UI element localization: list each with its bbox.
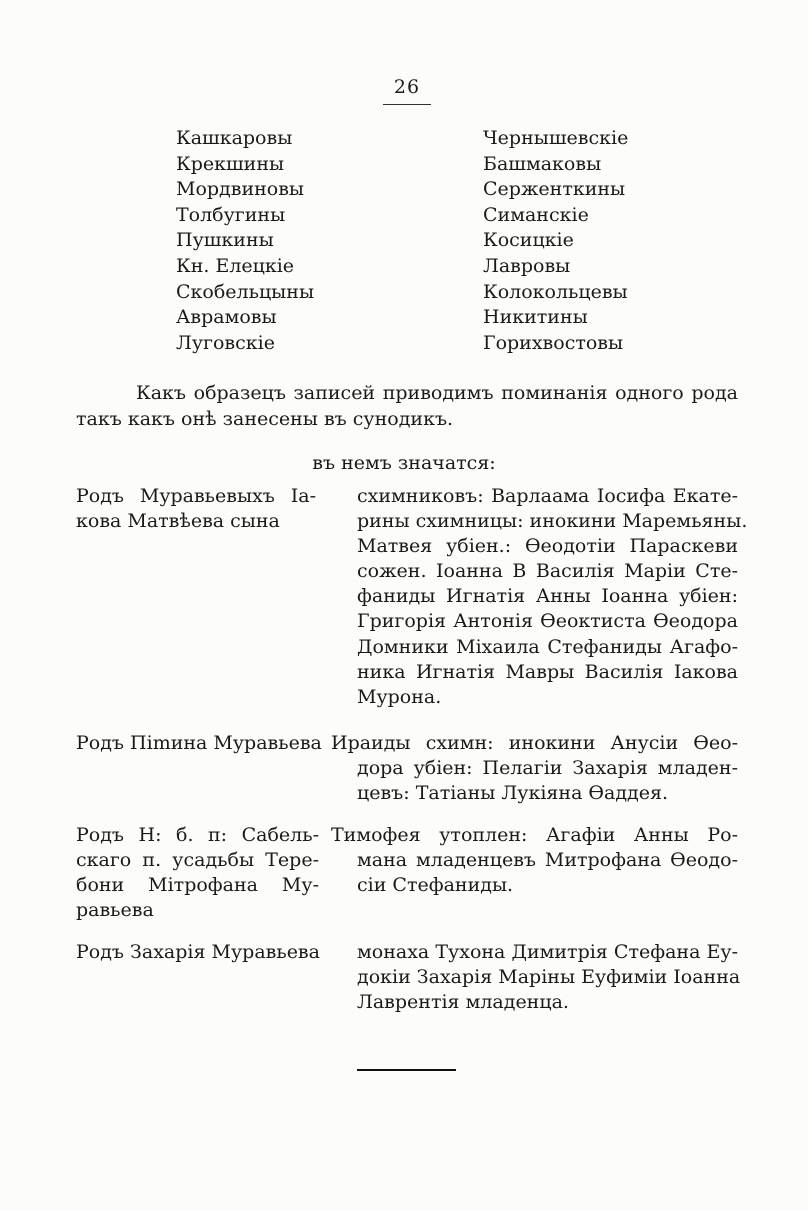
surname-item: Крекшины (176, 152, 285, 175)
page-number: 26 (393, 76, 421, 98)
surname-item: Колокольцевы (483, 280, 628, 303)
entry-names-line: схимниковъ: Варлаама Іосифа Екате- (357, 485, 738, 507)
entry-names-line: Мурона. (357, 685, 442, 708)
surname-item: Лавровы (483, 254, 571, 277)
entry-4-names (357, 940, 741, 1015)
surname-item: Горихвостовы (483, 331, 624, 354)
entry-2-names (357, 756, 738, 806)
entry-names-line: ника Игнатія Мавры Василія Іакова (357, 660, 738, 683)
surname-item: Мордвиновы (176, 178, 305, 201)
entry-family-line: скаго п. усадьбы Тере- (76, 849, 319, 872)
surname-item: Скобельцыны (176, 280, 315, 303)
surname-list-right (483, 126, 628, 356)
entry-family-line: Родъ Захарія Муравьева (76, 941, 320, 963)
page-number-underline (383, 104, 431, 105)
entry-2-family-name (76, 731, 326, 756)
entry-names-line: рины схимницы: инокини Маремьяны. (357, 510, 748, 533)
entry-names-line: сожен. Іоанна В Василія Маріи Сте- (357, 560, 738, 583)
entry-family-line: Родъ Н: б. п: Сабель- (76, 824, 319, 846)
surname-item: Пушкины (176, 229, 274, 252)
entry-names-line: фаниды Игнатія Анны Іоанна убіен: (357, 585, 738, 608)
surname-item: Кн. Елецкіе (176, 254, 295, 277)
entry-names-line: цевъ: Татіаны Лукіяна Ѳаддея. (357, 782, 669, 805)
entry-names-line: мана младенцевъ Митрофана Ѳеодо- (357, 849, 738, 871)
entry-names-line: монаха Тухона Димитрія Стефана Еу- (357, 941, 738, 963)
surname-item: Башмаковы (483, 152, 602, 175)
entry-names-line: дора убіен: Пелагіи Захарія младен- (357, 757, 738, 779)
surname-item: Серженткины (483, 178, 626, 201)
closing-divider (357, 1069, 456, 1071)
intro-paragraph-line-2: такъ какъ онѣ занесены въ сунодикъ. (76, 408, 454, 430)
section-subheading: въ немъ значатся: (312, 452, 496, 474)
entry-names-line: Григорія Антонія Ѳеоктиста Ѳеодора (357, 610, 738, 633)
entry-names-line: Матвея убіен.: Ѳеодотіи Параскеви (357, 535, 738, 558)
surname-item: Толбугины (176, 203, 286, 226)
entry-names-line: Ираиды схимн: инокини Анусіи Ѳео- (331, 732, 738, 754)
entry-1-names (357, 484, 748, 710)
surname-item: Чернышевскіе (483, 127, 629, 149)
surname-item: Кашкаровы (176, 127, 293, 149)
entry-2-names-first-line (331, 731, 738, 756)
entry-names-line: докіи Захарія Маріны Еуфиміи Іоанна (357, 966, 741, 989)
entry-names-line: Тимофея утоплен: Агафіи Анны Ро- (331, 824, 738, 846)
entry-4-family-name (76, 940, 346, 965)
entry-3-family-name (76, 823, 319, 923)
entry-family-line: бони Мітрофана Му- (76, 874, 319, 897)
entry-family-line: Родъ Піmина Муравьева (76, 732, 322, 754)
surname-item: Луговскіе (176, 331, 275, 354)
surname-item: Косицкіе (483, 229, 574, 252)
entry-3-names-first-line (331, 823, 738, 848)
surname-item: Аврамовы (176, 306, 277, 329)
entry-1-family-name (76, 484, 316, 534)
entry-3-names (357, 848, 738, 898)
entry-names-line: сіи Стефаниды. (357, 874, 514, 897)
entry-family-line: равьева (76, 899, 154, 922)
entry-names-line: Лаврентія младенца. (357, 991, 569, 1014)
entry-family-line: кова Матвѣева сына (76, 510, 280, 533)
intro-paragraph-line-1: Какъ образецъ записей приводимъ поминанія одного рода (136, 382, 738, 404)
surname-item: Никитины (483, 306, 588, 329)
entry-names-line: Домники Міхаила Стефаниды Агафо- (357, 635, 738, 658)
surname-list-left (176, 126, 314, 356)
entry-family-line: Родъ Муравьевыхъ Іа- (76, 485, 316, 507)
surname-item: Симанскіе (483, 203, 589, 226)
